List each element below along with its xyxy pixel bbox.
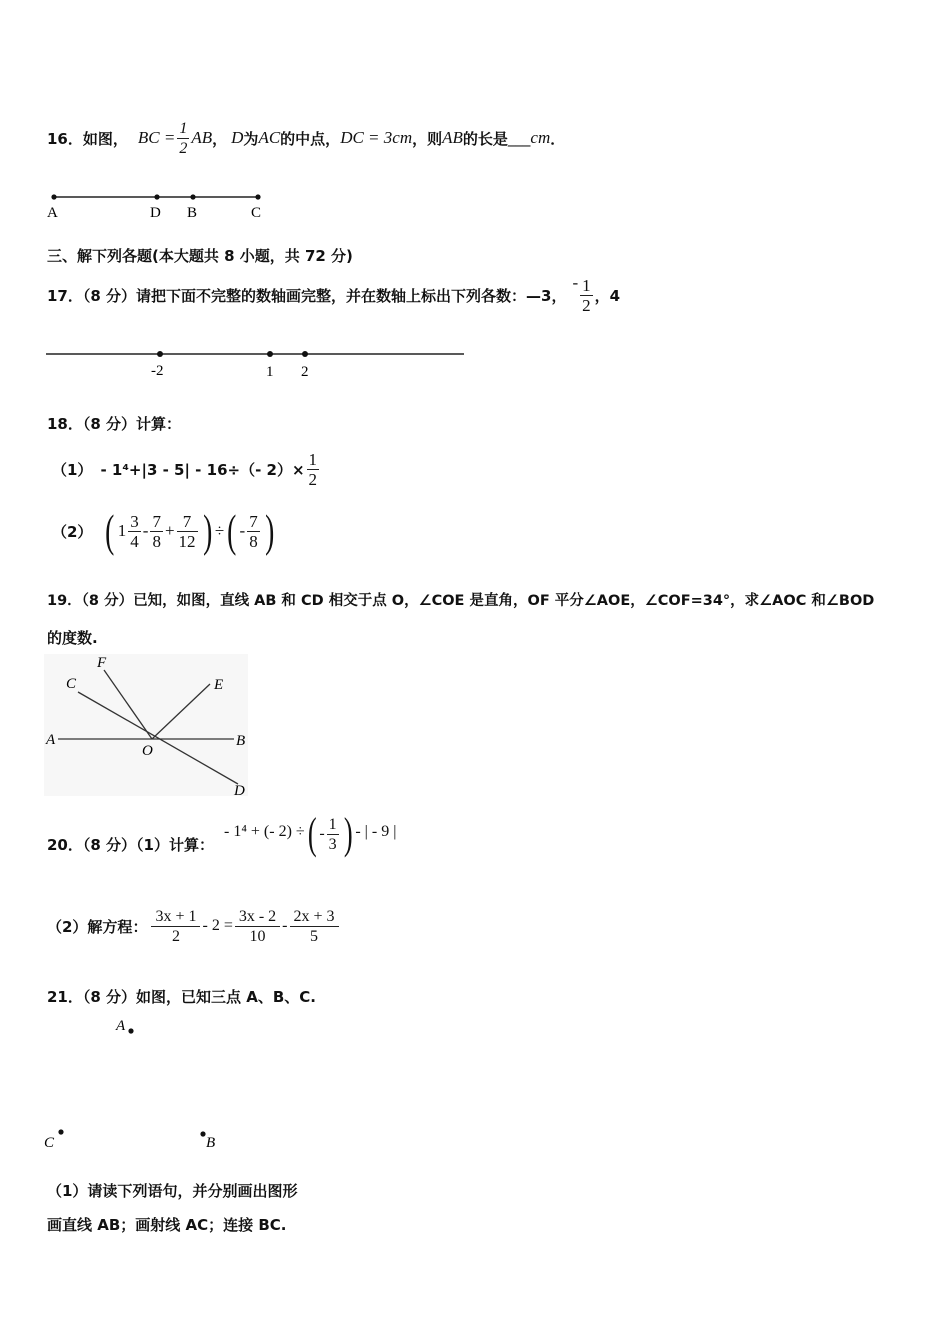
q20-p2-frac1 [151, 907, 200, 946]
q18-part2 [52, 505, 277, 557]
q18-p2-whole: 1 [117, 521, 127, 540]
q16-d: D [231, 128, 244, 147]
q20-part2 [47, 900, 341, 952]
q16-label-d: D [150, 205, 161, 221]
q17-frac-num: 1 [582, 275, 591, 295]
q16-fraction [177, 119, 189, 158]
q16-ab: AB [191, 128, 213, 147]
q19-label-f: F [97, 655, 107, 671]
q21-label-c: C [44, 1135, 55, 1151]
q19-label-a: A [46, 732, 56, 748]
q21-point-c [58, 1129, 63, 1134]
q16-word-figure: 如图， [82, 129, 128, 148]
q17-fraction [580, 276, 593, 315]
q18-part1 [52, 448, 321, 490]
q18-p1-frac-den: 2 [308, 469, 318, 489]
q20-p2-f2-num: 3x - 2 [235, 907, 280, 927]
section-3-heading: 三、解下列各题(本大题共 8 小题，共 72 分) [47, 247, 353, 265]
q16-number: 16． [47, 129, 83, 148]
q18-p1-frac-num: 1 [308, 449, 318, 469]
q21-point-a [128, 1028, 133, 1033]
q19-label-c: C [66, 676, 77, 692]
q18-p2-op2: + [164, 521, 175, 540]
q20-p1-pre: - 1⁴ + (- 2) ÷ [223, 823, 305, 840]
q18-p2-frac3 [177, 512, 198, 551]
q16-point-d [154, 194, 159, 199]
q19-label-b: B [236, 733, 246, 749]
q21-title: 21．（8 分）如图，已知三点 A、B、C. [47, 988, 317, 1006]
q18-p2-f2-num: 7 [152, 511, 161, 531]
q16-text-len: 的长是 [462, 129, 508, 148]
q18-p1-label: （1） [52, 460, 93, 479]
q17-tick-label-2: 2 [301, 364, 309, 380]
q18-p2-rparen: ) [202, 505, 212, 556]
q18-p2-frac4 [247, 512, 260, 551]
q21-point-b [200, 1131, 205, 1136]
q18-p2-frac1 [128, 512, 141, 551]
q16-text-mid2: 的中点， [280, 129, 341, 148]
q19-line2: 的度数. [47, 629, 98, 647]
q17-tick-label-neg2: -2 [151, 363, 164, 379]
q20-p2-op2: - [282, 917, 288, 934]
q20-p1-frac-den: 3 [328, 835, 337, 853]
q16-ac: AC [258, 128, 281, 147]
q17-frac-den: 2 [582, 295, 591, 315]
q18-p1-expr: - 1⁴+|3 - 5| - 16÷（- 2）× [100, 460, 305, 479]
q18-p2-f1-den: 4 [130, 531, 139, 551]
q18-p2-f4-den: 8 [249, 531, 258, 551]
q16-ab2: AB [442, 128, 463, 147]
q20-p2-f1-num: 3x + 1 [151, 907, 200, 927]
question-16 [47, 108, 565, 168]
q19-label-e: E [214, 677, 224, 693]
q17-tick-label-1: 1 [266, 364, 274, 380]
q20-p1-neg: - [319, 825, 325, 842]
q18-p1-fraction [307, 450, 320, 489]
q20-p2-frac2 [235, 907, 280, 946]
q18-p2-f2-den: 8 [152, 531, 161, 551]
q16-point-a [51, 194, 56, 199]
q16-comma: ， [212, 129, 228, 148]
q18-p2-div: ÷ [214, 521, 225, 540]
q16-label-b: B [187, 205, 198, 221]
q20-part1 [47, 809, 397, 870]
q16-frac-num: 1 [179, 119, 188, 137]
q20-p1-lparen: ( [307, 809, 317, 858]
q18-p2-f3-den: 12 [178, 531, 196, 551]
q16-end: ． [550, 129, 566, 148]
q16-text-then: ，则 [412, 129, 443, 148]
q18-p2-frac2 [150, 512, 163, 551]
q21-label-a: A [116, 1018, 126, 1034]
q18-p2-label: （2） [52, 522, 93, 541]
q18-p2-lparen: ( [105, 505, 115, 556]
q20-p2-frac3 [290, 907, 339, 946]
q20-p2-label: （2）解方程： [47, 917, 148, 936]
q20-p2-f1-den: 2 [171, 927, 180, 945]
q16-segment-figure [40, 185, 280, 225]
q21-label-b: B [206, 1135, 216, 1151]
q20-p2-f3-num: 2x + 3 [290, 907, 339, 927]
q20-title: 20．（8 分）（1）计算： [47, 835, 214, 854]
q18-p2-rparen2: ) [264, 505, 274, 556]
q19-label-o: O [142, 743, 153, 759]
q21-points-figure [40, 1010, 240, 1160]
q16-dc: DC = 3cm [340, 128, 413, 147]
q16-blank: ___ [507, 129, 531, 147]
q19-label-d: D [234, 783, 245, 799]
q21-part1-detail: 画直线 AB；画射线 AC；连接 BC. [47, 1216, 287, 1234]
q18-p2-f1-num: 3 [130, 511, 139, 531]
q20-p2-f2-den: 10 [249, 927, 266, 945]
q18-p2-f4-num: 7 [249, 511, 258, 531]
q17-point-1 [267, 351, 273, 357]
q17-point-2 [302, 351, 308, 357]
q16-bc-eq: BC = [137, 128, 176, 147]
q16-point-c [255, 194, 260, 199]
q16-text-mid: 为 [243, 129, 259, 148]
q20-p1-fraction [327, 815, 339, 854]
q19-angle-figure [44, 654, 252, 800]
q16-frac-den: 2 [179, 139, 188, 157]
q17-tail: ，4 [594, 286, 621, 305]
q20-p2-op1: - 2 = [202, 917, 233, 934]
q18-p2-op1: - [142, 521, 149, 540]
q21-part1: （1）请读下列语句，并分别画出图形 [47, 1182, 298, 1200]
q17-text: 17．（8 分）请把下面不完整的数轴画完整，并在数轴上标出下列各数：—3， [47, 286, 567, 305]
q17-point-neg2 [157, 351, 163, 357]
q18-p2-neg: - [239, 521, 246, 540]
q17-number-line [40, 340, 480, 385]
q18-p2-f3-num: 7 [177, 512, 198, 532]
q18-p2-lparen2: ( [227, 505, 237, 556]
q16-point-b [190, 194, 195, 199]
q18-title: 18．（8 分）计算： [47, 415, 182, 433]
q16-unit: cm [530, 128, 551, 147]
q19-line1: 19．（8 分）已知，如图，直线 AB 和 CD 相交于点 O，∠COE 是直角，OF 平分∠AOE，∠COF=34°，求∠AOC 和∠BOD [47, 593, 875, 609]
q17-frac-sign: - [572, 273, 579, 292]
q20-p1-rparen: ) [343, 809, 353, 858]
question-17 [47, 270, 620, 320]
q20-p2-f3-den: 5 [310, 927, 319, 945]
q20-p1-frac-num: 1 [328, 815, 337, 833]
q16-label-a: A [47, 205, 58, 221]
q16-label-c: C [251, 205, 262, 221]
q20-p1-post: - | - 9 | [355, 823, 397, 840]
